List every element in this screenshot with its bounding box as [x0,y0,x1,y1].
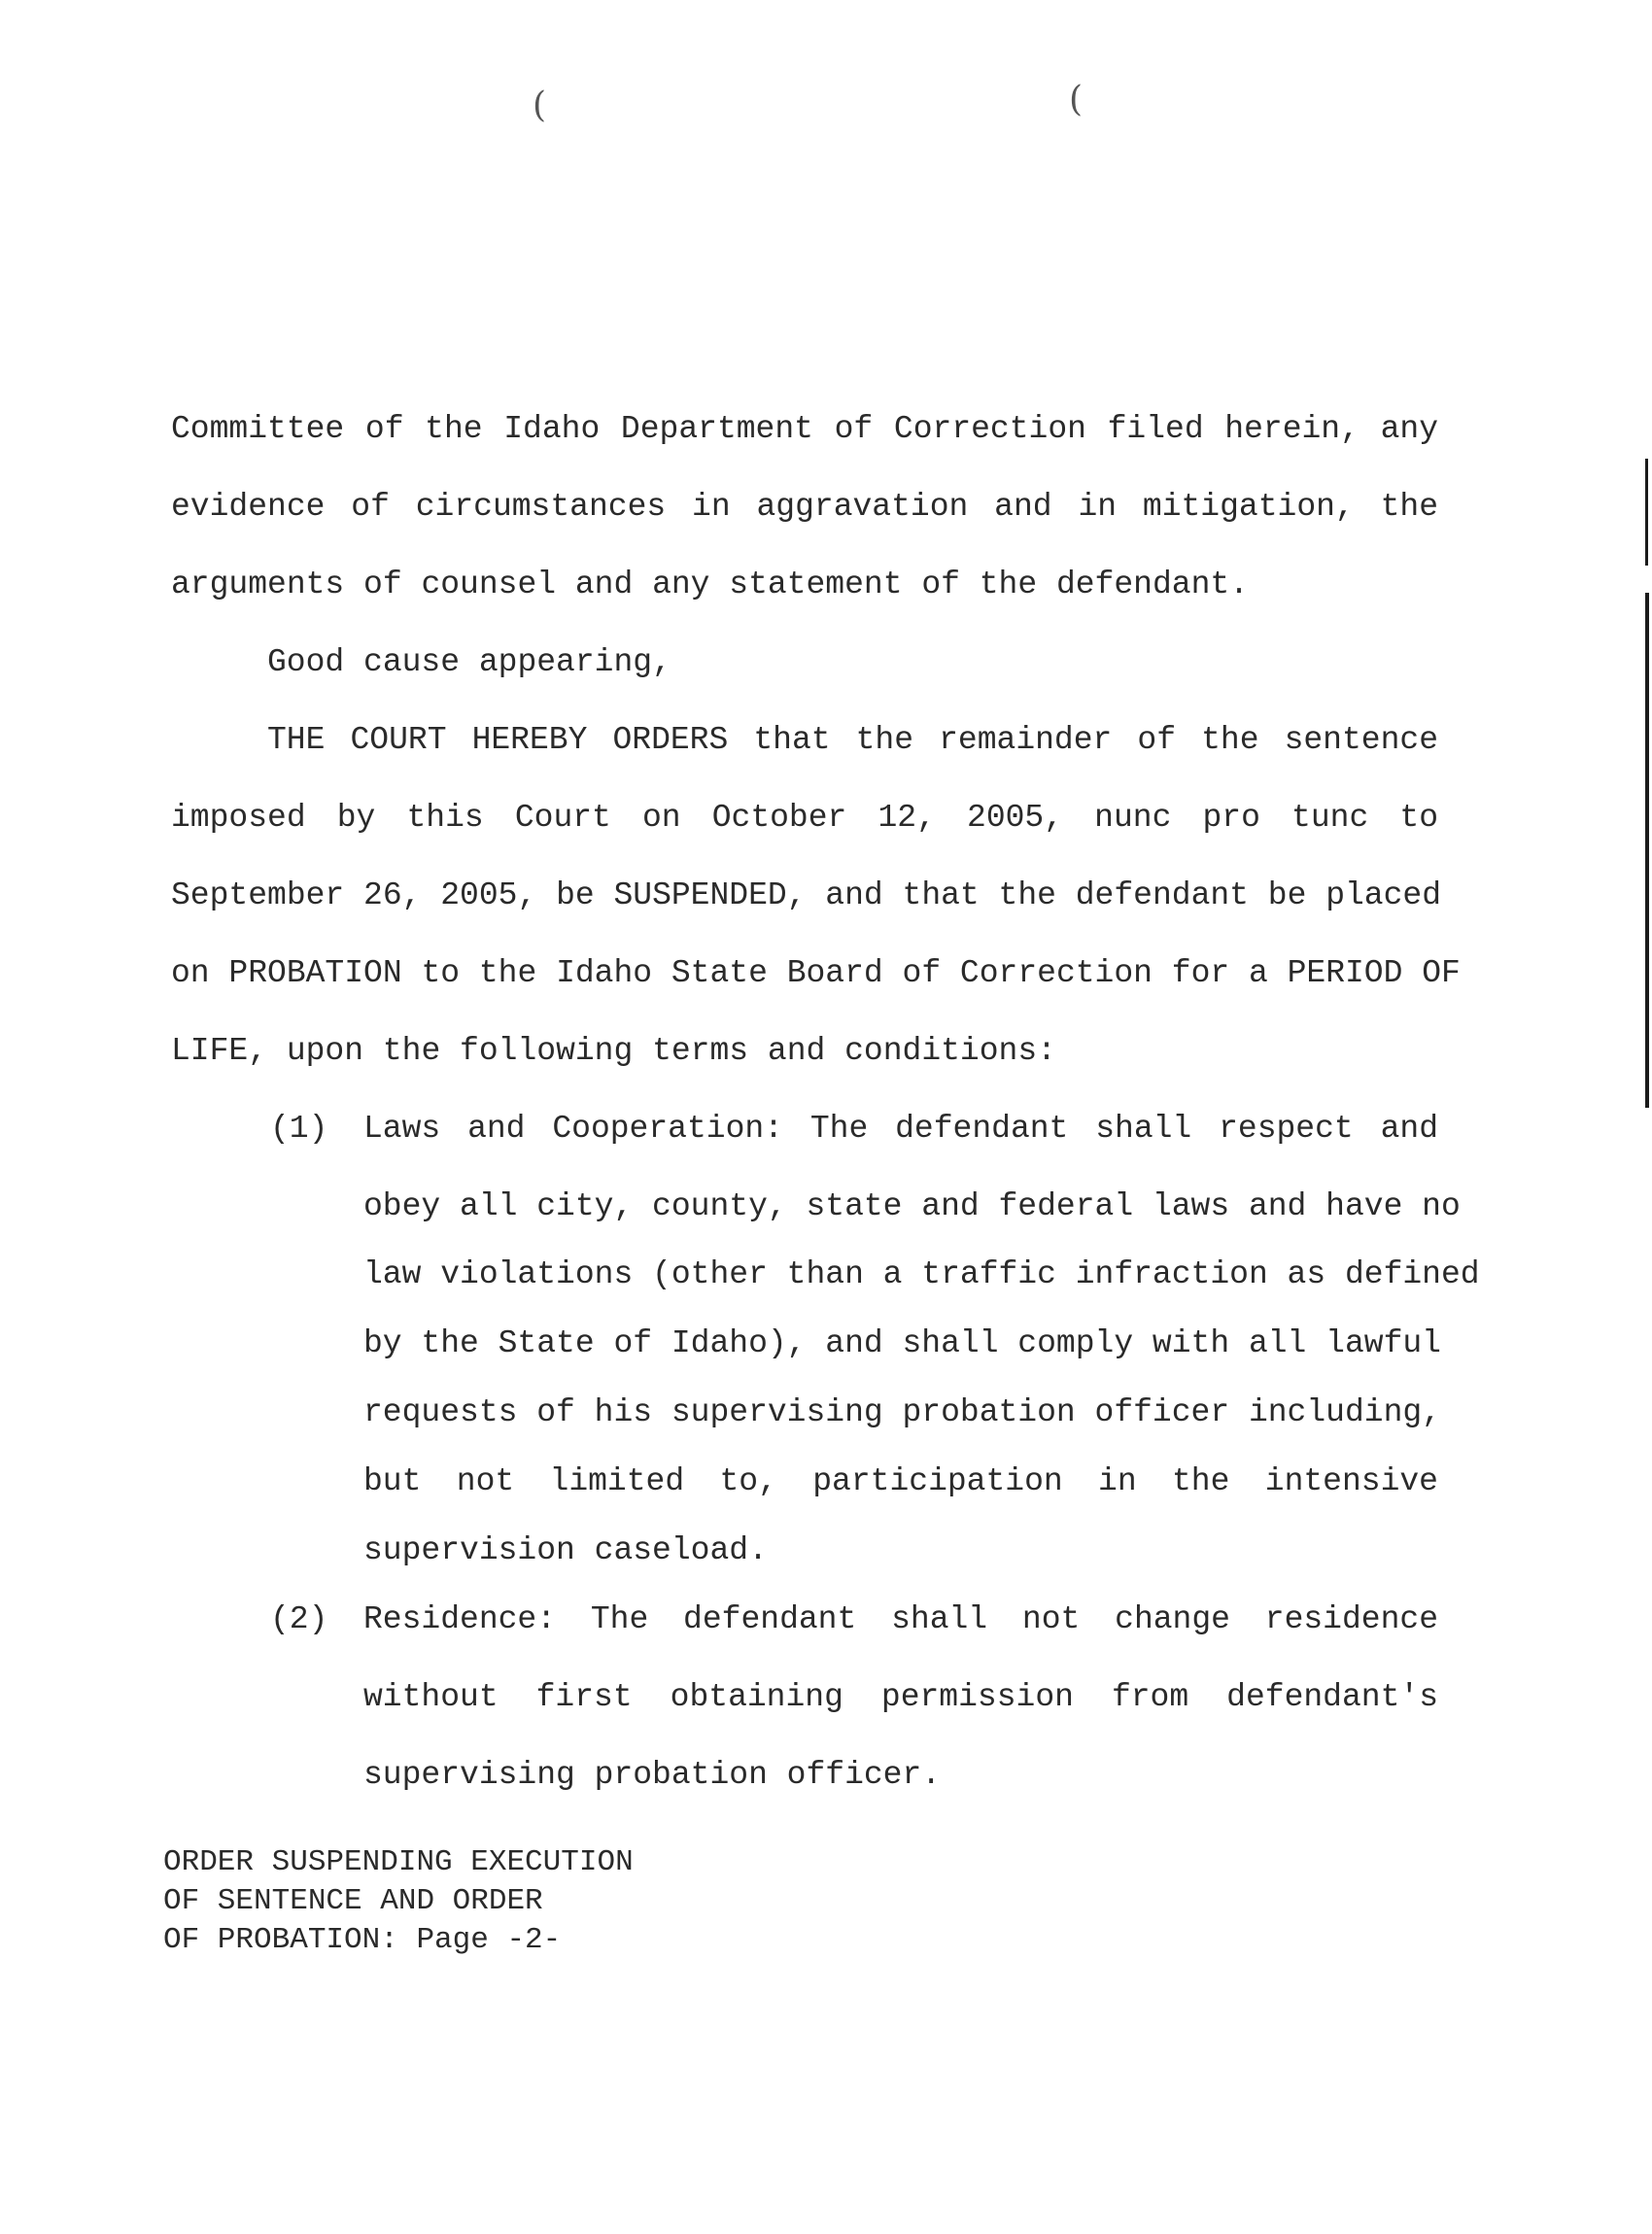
margin-bar-lower [1645,593,1649,1108]
paragraph-line: evidence of circumstances in aggravation and in mitigation, the [171,489,1438,525]
scan-mark-left: ( [533,86,547,125]
condition-line: by the State of Idaho), and shall comply with all lawful [363,1325,1441,1361]
order-line: LIFE, upon the following terms and conditions: [171,1033,1056,1069]
paragraph-line: Committee of the Idaho Department of Correction filed herein, any [171,411,1438,447]
order-line: September 26, 2005, be SUSPENDED, and that the defendant be placed [171,877,1442,913]
condition-line: but not limited to, participation in the intensive [363,1463,1438,1499]
order-line: THE COURT HEREBY ORDERS that the remainder of the sentence [267,722,1438,758]
condition-line: supervision caseload. [363,1532,768,1568]
condition-line: Residence: The defendant shall not change residence [363,1601,1438,1637]
order-line: imposed by this Court on October 12, 2005, nunc pro tunc to [171,800,1438,836]
condition-number: (2) [270,1601,328,1637]
margin-bar-upper [1645,459,1648,566]
condition-line: Laws and Cooperation: The defendant shall respect and [363,1111,1438,1147]
good-cause-line: Good cause appearing, [267,644,671,680]
scan-mark-right: ( [1069,80,1084,120]
condition-line: requests of his supervising probation officer including, [363,1394,1441,1430]
condition-number: (1) [270,1111,328,1147]
paragraph-line: arguments of counsel and any statement of the defendant. [171,567,1249,602]
footer-line: OF SENTENCE AND ORDER [163,1884,543,1918]
condition-line: supervising probation officer. [363,1757,942,1793]
condition-line: law violations (other than a traffic infraction as defined [363,1256,1480,1292]
condition-line: obey all city, county, state and federal laws and have no [363,1188,1461,1224]
condition-line: without first obtaining permission from defendant's [363,1679,1438,1715]
footer-line: ORDER SUSPENDING EXECUTION [163,1845,634,1879]
footer-page-label: OF PROBATION: Page -2- [163,1923,562,1957]
order-line: on PROBATION to the Idaho State Board of Correction for a PERIOD OF [171,955,1461,991]
